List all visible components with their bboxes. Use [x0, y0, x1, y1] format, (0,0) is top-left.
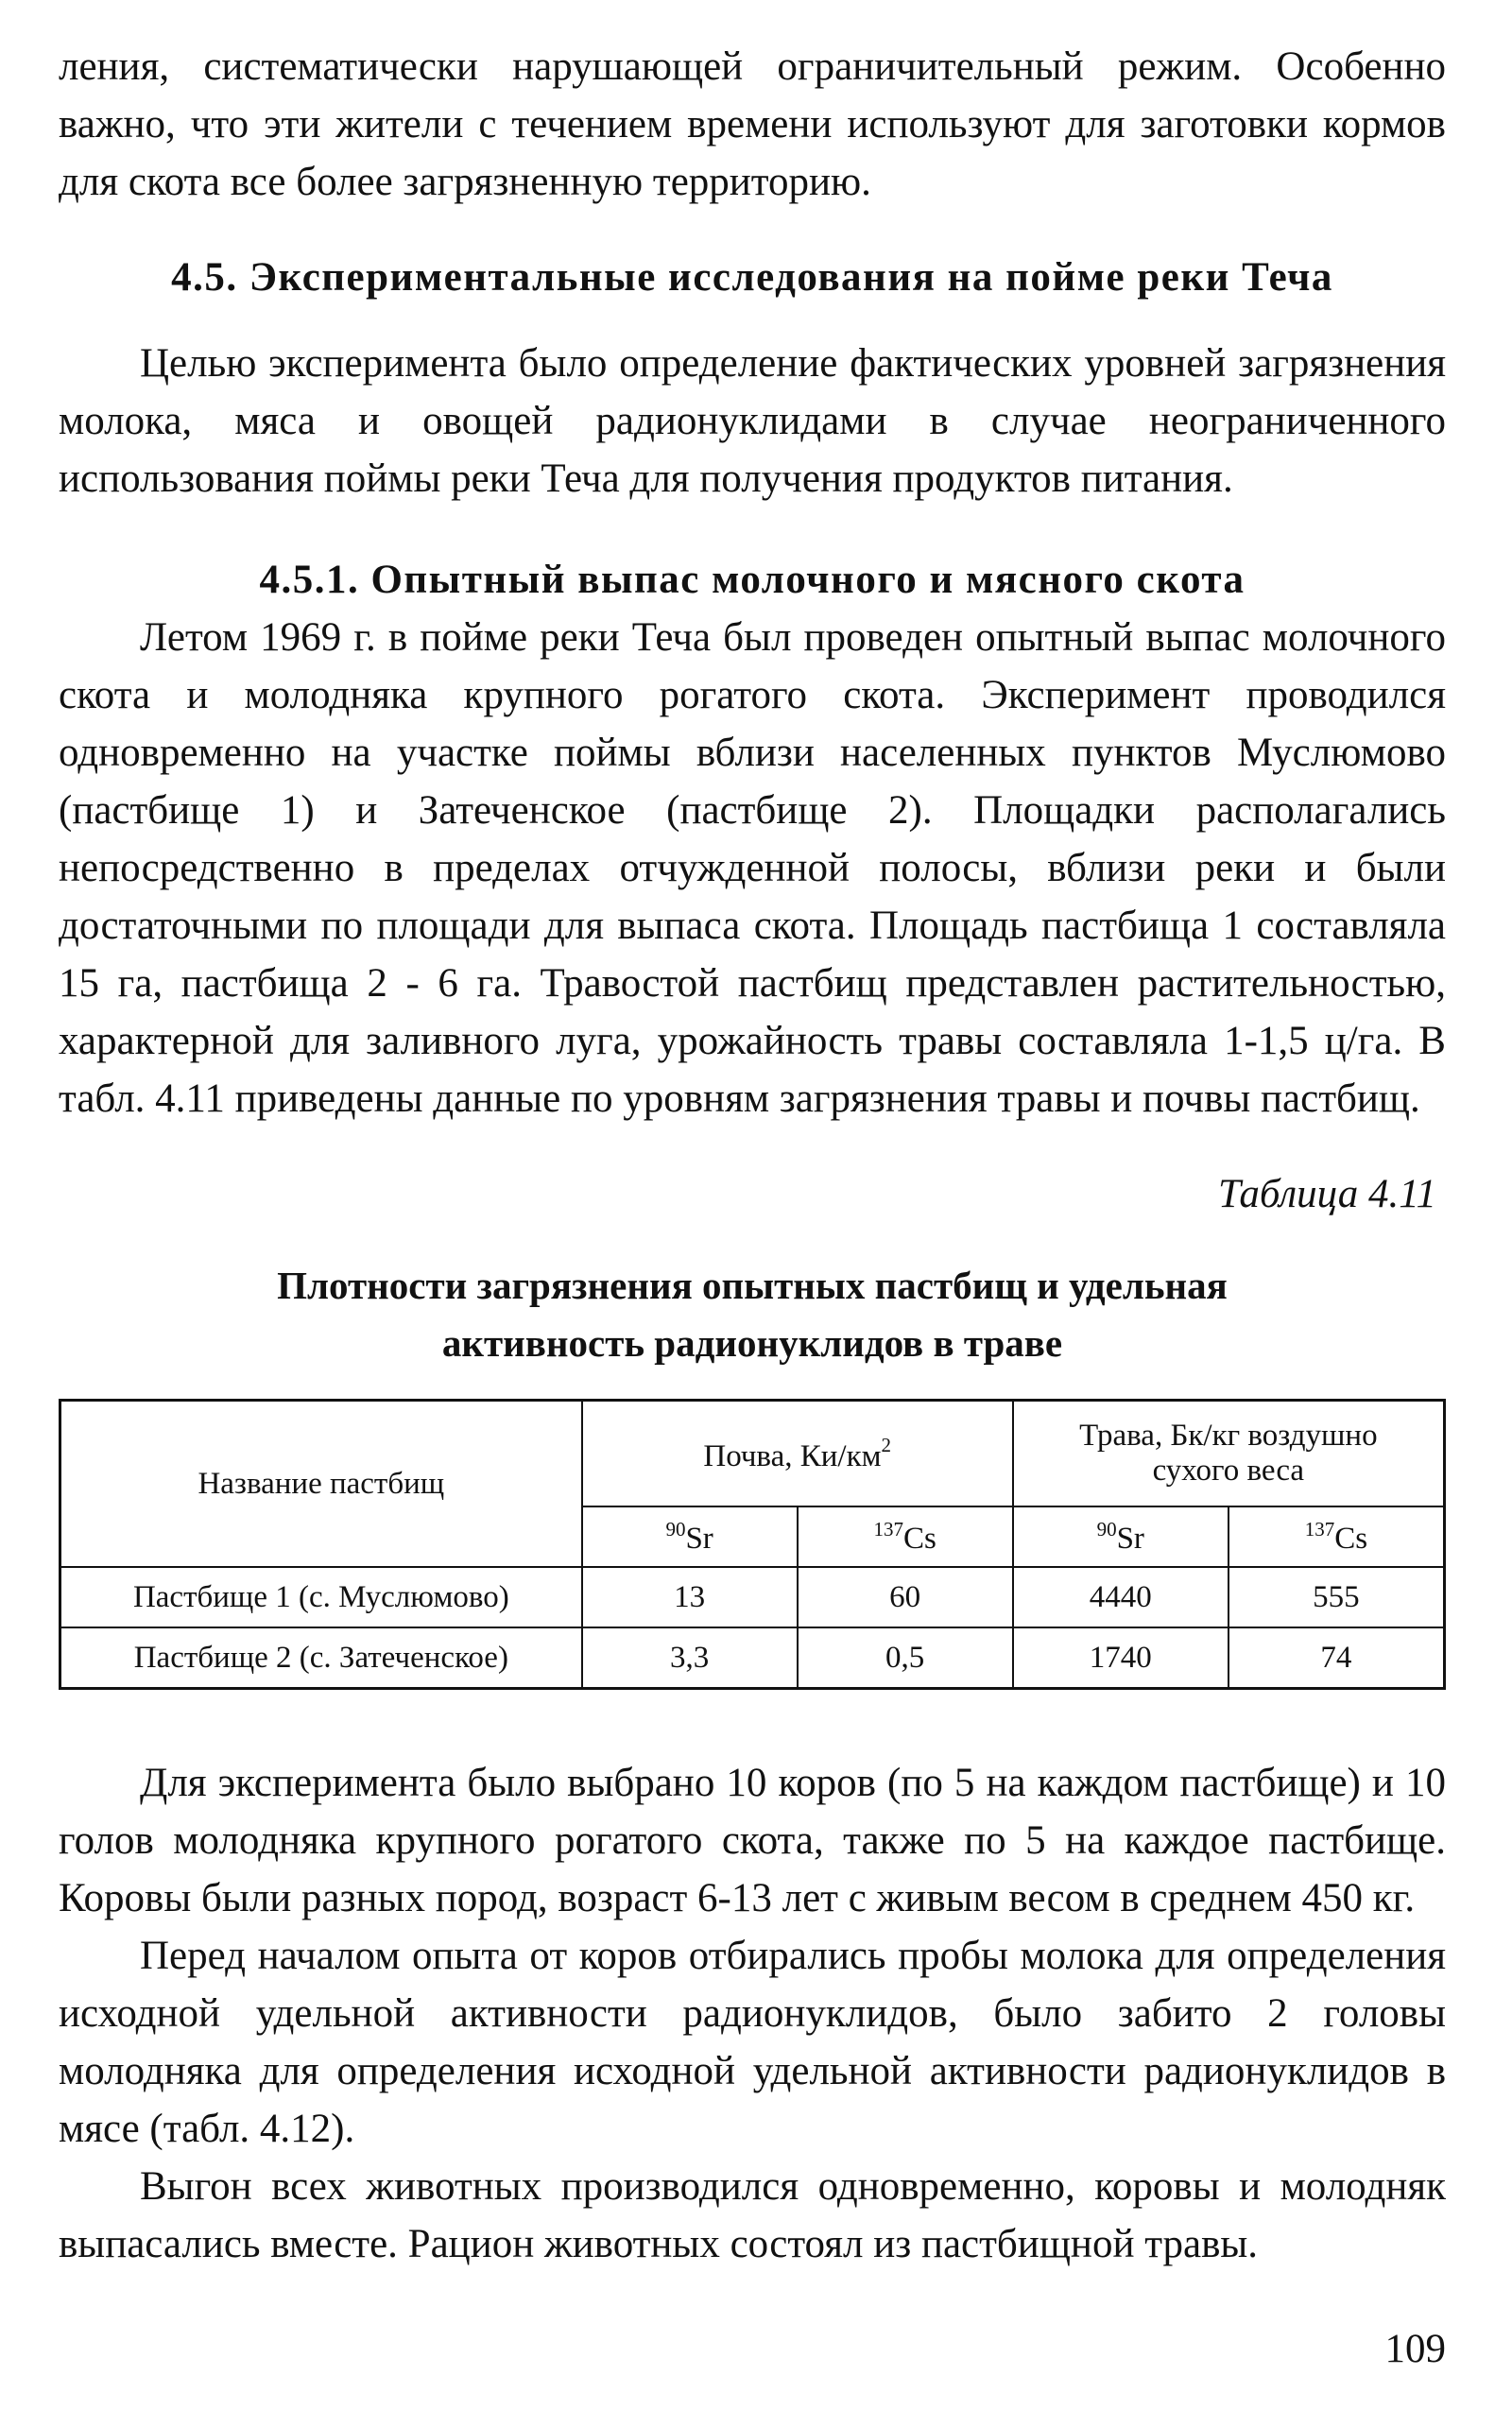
section-4-5-1-heading: 4.5.1. Опытный выпас молочного и мясного скота — [259, 558, 1246, 602]
table-row — [60, 1567, 1445, 1627]
value-cell: 555 — [1228, 1567, 1445, 1627]
value-cell: 0,5 — [798, 1627, 1013, 1689]
pasture-name-cell: Пастбище 2 (с. Затеченское) — [60, 1627, 582, 1689]
value-cell: 1740 — [1013, 1627, 1228, 1689]
header-soil — [582, 1401, 1013, 1507]
section-4-5-paragraph: Целью эксперимента было определение фактических уровней загрязнения молока, мяса и овощей радионуклидами в случае неограниченного использования поймы реки Теча для получения продуктов питания. — [59, 341, 1446, 501]
page-content — [59, 38, 1446, 2273]
isotope-header-soil-sr: $^{90}$Sr — [582, 1506, 798, 1567]
table-title-line-2: активность радионуклидов в траве — [441, 1321, 1063, 1365]
table-header-row — [60, 1401, 1445, 1507]
isotope-header-grass-cs: $^{137}$Cs — [1228, 1506, 1445, 1567]
isotope-header-soil-cs: $^{137}$Cs — [798, 1506, 1013, 1567]
value-cell: 60 — [798, 1567, 1013, 1627]
table-title — [59, 1257, 1446, 1372]
table-row — [60, 1627, 1445, 1689]
contamination-table — [59, 1399, 1446, 1690]
continued-paragraph: ления, систематически нарушающей ограничительный режим. Особенно важно, что эти жители с течением времени используют для заготовки кормов для скота все более загрязненную территорию. — [59, 44, 1446, 204]
section-4-5-heading: 4.5. Экспериментальные исследования на пойме реки Теча — [171, 255, 1333, 300]
header-soil-label: Почва, Ки/км — [703, 1438, 882, 1473]
paragraph-initial-samples: Перед началом опыта от коров отбирались пробы молока для определения исходной удельной активности радионуклидов, было забито 2 головы молодняка для определения исходной удельной активности радионуклидов в мясе (табл. 4.12). — [59, 1934, 1446, 2151]
value-cell: 13 — [582, 1567, 798, 1627]
paragraph-experiment-animals: Для эксперимента было выбрано 10 коров (по 5 на каждом пастбище) и 10 голов молодняка крупного рогатого скота, также по 5 на каждое пастбище. Коровы были разных пород, возраст 6-13 лет с живым весом в среднем 450 кг. — [59, 1761, 1446, 1920]
value-cell: 3,3 — [582, 1627, 798, 1689]
table-title-line-1: Плотности загрязнения опытных пастбищ и удельная — [277, 1264, 1228, 1307]
isotope-header-grass-sr: $^{90}$Sr — [1013, 1506, 1228, 1567]
header-pasture-name: Название пастбищ — [60, 1401, 582, 1568]
header-soil-exponent: 2 — [881, 1433, 891, 1456]
page-number: 109 — [1384, 2327, 1446, 2371]
table-label: Таблица 4.11 — [1218, 1172, 1436, 1216]
value-cell: 4440 — [1013, 1567, 1228, 1627]
pasture-name-cell: Пастбище 1 (с. Муслюмово) — [60, 1567, 582, 1627]
section-4-5-1-paragraph: Летом 1969 г. в пойме реки Теча был проведен опытный выпас молочного скота и молодняка крупного рогатого скота. Эксперимент проводился одновременно на участке поймы вблизи населенных пунктов Муслюмово (пастбище 1) и Затеченское (пастбище 2). Площадки располагались непосредственно в пределах отчужденной полосы, вблизи реки и были достаточными по площади для выпаса скота. Площадь пастбища 1 составляла 15 га, пастбища 2 - 6 га. Травостой пастбищ представлен растительностью, характерной для заливного луга, урожайность травы составляла 1-1,5 ц/га. В табл. 4.11 приведены данные по уровням загрязнения травы и почвы пастбищ. — [59, 615, 1446, 1121]
header-grass-line-2: сухого веса — [1152, 1454, 1305, 1488]
value-cell: 74 — [1228, 1627, 1445, 1689]
paragraph-grazing: Выгон всех животных производился одновременно, коровы и молодняк выпасались вместе. Рацион животных состоял из пастбищной травы. — [59, 2164, 1446, 2266]
header-grass-line-1: Трава, Бк/кг воздушно — [1079, 1419, 1378, 1453]
header-grass — [1013, 1401, 1445, 1507]
